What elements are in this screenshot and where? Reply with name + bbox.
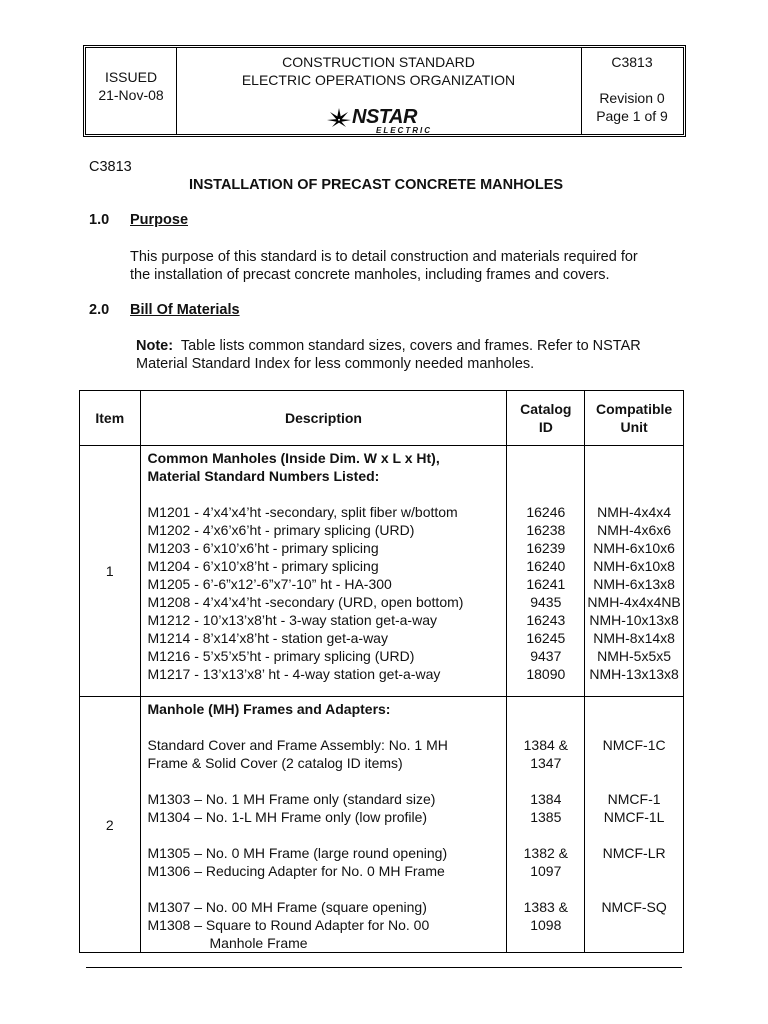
header-cu-line2: Unit <box>620 419 648 435</box>
compatible-unit: NMH-6x10x8 <box>593 558 675 574</box>
purpose-text-line1: This purpose of this standard is to detail construction and materials required for <box>130 249 638 265</box>
compatible-unit: NMH-4x4x4 <box>597 504 672 520</box>
table-header-row <box>80 391 684 446</box>
catalog-id: 1384 & <box>523 737 568 753</box>
catalog-id: 16241 <box>526 576 566 592</box>
catalog-id: 1385 <box>530 809 562 825</box>
compatible-unit: NMH-8x14x8 <box>593 630 675 646</box>
section-number: 2.0 <box>89 302 110 318</box>
catalog-id: 1382 & <box>523 845 568 861</box>
compatible-unit: NMCF-LR <box>602 845 666 861</box>
catalog-id: 9437 <box>530 648 562 664</box>
frame-desc: M1306 – Reducing Adapter for No. 0 MH Frame <box>147 863 445 879</box>
frame-desc: Frame & Solid Cover (2 catalog ID items) <box>147 755 403 771</box>
frame-desc: M1307 – No. 00 MH Frame (square opening) <box>147 899 427 915</box>
issued-date: 21-Nov-08 <box>98 87 164 103</box>
catalog-cell <box>507 697 585 953</box>
revision: Revision 0 <box>599 90 665 106</box>
compatible-unit: NMH-10x13x8 <box>589 612 679 628</box>
description-cell <box>140 446 507 697</box>
doc-reference: C3813 <box>89 159 132 175</box>
catalog-id: 1097 <box>530 863 562 879</box>
bill-of-materials-table <box>79 390 684 953</box>
note-label: Note: <box>136 338 174 354</box>
manhole-desc: M1204 - 6’x10’x8’ht - primary splicing <box>147 558 379 574</box>
compatible-unit: NMH-4x6x6 <box>597 522 672 538</box>
manhole-desc: M1212 - 10’x13’x8’ht - 3-way station get-a-way <box>147 612 437 628</box>
compatible-unit: NMH-5x5x5 <box>597 648 672 664</box>
catalog-id: 1383 & <box>523 899 568 915</box>
header-catalog-id <box>507 391 585 446</box>
manhole-desc: M1208 - 4’x4’x4’ht -secondary (URD, open bottom) <box>147 594 464 610</box>
note-line1 <box>136 337 641 355</box>
compatible-unit: NMCF-1L <box>603 809 665 825</box>
catalog-id: 16239 <box>526 540 566 556</box>
catalog-cell <box>507 446 585 697</box>
footer-rule <box>86 967 682 968</box>
page-number: Page 1 of 9 <box>596 108 668 124</box>
table-row <box>80 697 684 953</box>
header-title <box>176 53 581 89</box>
compatible-unit: NMH-13x13x8 <box>589 666 679 682</box>
row-heading: Manhole (MH) Frames and Adapters: <box>147 701 391 717</box>
table-row <box>80 446 684 697</box>
manhole-desc: M1203 - 6’x10’x6’ht - primary splicing <box>147 540 379 556</box>
item-number: 1 <box>80 446 141 697</box>
logo-wordmark: NSTAR <box>352 106 417 128</box>
section-heading-bom: Bill Of Materials <box>130 302 240 318</box>
doc-info <box>581 53 683 125</box>
section-heading-purpose: Purpose <box>130 212 189 228</box>
compatible-unit: NMCF-1C <box>602 737 666 753</box>
logo-subtext: ELECTRIC <box>376 126 432 135</box>
catalog-id: 16246 <box>526 504 566 520</box>
nstar-logo <box>326 106 436 136</box>
manhole-desc: M1201 - 4’x4’x4’ht -secondary, split fiber w/bottom <box>147 504 458 520</box>
header-catalog-line2: ID <box>538 419 553 435</box>
row-heading: Common Manholes (Inside Dim. W x L x Ht), <box>147 450 440 466</box>
note-line2: Material Standard Index for less commonly needed manholes. <box>136 356 535 372</box>
manhole-desc: M1216 - 5’x5’x5’ht - primary splicing (URD) <box>147 648 415 664</box>
header-title-line1: CONSTRUCTION STANDARD <box>282 54 475 70</box>
frame-desc: M1305 – No. 0 MH Frame (large round opening) <box>147 845 448 861</box>
frame-desc: M1308 – Square to Round Adapter for No. 00 <box>147 917 430 933</box>
compatible-unit: NMCF-1 <box>607 791 661 807</box>
frame-desc: Manhole Frame <box>209 935 308 951</box>
manhole-list <box>148 503 507 683</box>
frame-desc: M1303 – No. 1 MH Frame only (standard size) <box>147 791 436 807</box>
catalog-id: 16238 <box>526 522 566 538</box>
row-heading: Material Standard Numbers Listed: <box>147 468 380 484</box>
doc-number: C3813 <box>611 54 653 70</box>
frame-desc: Standard Cover and Frame Assembly: No. 1 MH <box>147 737 448 753</box>
catalog-id: 16245 <box>526 630 566 646</box>
frame-desc: M1304 – No. 1-L MH Frame only (low profile) <box>147 809 428 825</box>
header-compatible-unit <box>585 391 684 446</box>
header-description: Description <box>140 391 507 446</box>
manhole-desc: M1205 - 6’-6”x12’-6”x7’-10” ht - HA-300 <box>147 576 392 592</box>
item-number: 2 <box>80 697 141 953</box>
purpose-text-line2: the installation of precast concrete manholes, including frames and covers. <box>130 267 610 283</box>
catalog-id: 1384 <box>530 791 562 807</box>
catalog-id: 16240 <box>526 558 566 574</box>
description-cell <box>140 697 507 953</box>
compatible-unit: NMH-6x10x6 <box>593 540 675 556</box>
issued-block <box>86 68 176 104</box>
header-title-line2: ELECTRIC OPERATIONS ORGANIZATION <box>241 72 516 88</box>
manhole-desc: M1217 - 13’x13’x8’ ht - 4-way station get-a-way <box>147 666 441 682</box>
compatible-unit: NMH-4x4x4NB <box>587 594 681 610</box>
nstar-sunburst-icon <box>326 106 352 130</box>
header-catalog-line1: Catalog <box>520 401 572 417</box>
catalog-id: 1347 <box>530 755 562 771</box>
catalog-id: 9435 <box>530 594 562 610</box>
compatible-unit: NMH-6x13x8 <box>593 576 675 592</box>
catalog-id: 16243 <box>526 612 566 628</box>
issued-label: ISSUED <box>104 69 158 85</box>
manhole-desc: M1214 - 8’x14’x8’ht - station get-a-way <box>147 630 388 646</box>
manhole-desc: M1202 - 4’x6’x6’ht - primary splicing (URD) <box>147 522 415 538</box>
header-item: Item <box>80 391 141 446</box>
header-cu-line1: Compatible <box>595 401 673 417</box>
catalog-id: 1098 <box>530 917 562 933</box>
section-number: 1.0 <box>89 212 110 228</box>
compatible-unit-cell <box>585 697 684 953</box>
compatible-unit-cell <box>585 446 684 697</box>
catalog-id: 18090 <box>526 666 566 682</box>
note-text: Table lists common standard sizes, covers and frames. Refer to NSTAR <box>180 338 641 354</box>
compatible-unit: NMCF-SQ <box>601 899 667 915</box>
document-title: INSTALLATION OF PRECAST CONCRETE MANHOLES <box>189 177 564 193</box>
